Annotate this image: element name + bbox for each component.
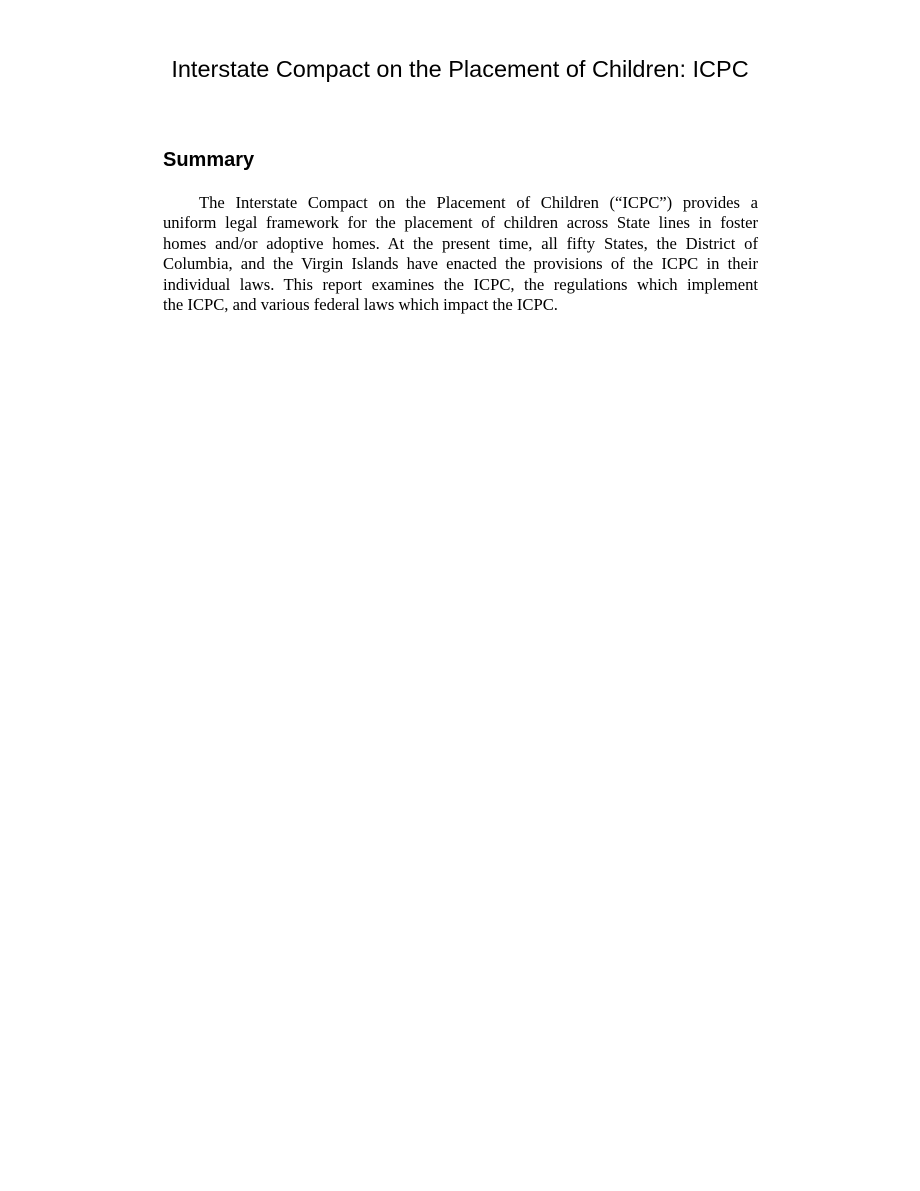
summary-line: individual laws. This report examines the ICPC, the regulations which implement xyxy=(163,274,758,294)
summary-line: uniform legal framework for the placement of children across State lines in foster xyxy=(163,213,758,233)
summary-line: homes and/or adoptive homes. At the present time, all fifty States, the District of xyxy=(163,233,758,253)
summary-line: Columbia, and the Virgin Islands have enacted the provisions of the ICPC in their xyxy=(163,254,758,274)
section-heading: Summary xyxy=(163,149,255,171)
summary-paragraph xyxy=(163,193,758,315)
summary-line: the ICPC, and various federal laws which impact the ICPC. xyxy=(163,294,558,314)
document-title: Interstate Compact on the Placement of Children: ICPC xyxy=(171,56,749,82)
summary-line: The Interstate Compact on the Placement of Children (“ICPC”) provides a xyxy=(199,193,758,212)
